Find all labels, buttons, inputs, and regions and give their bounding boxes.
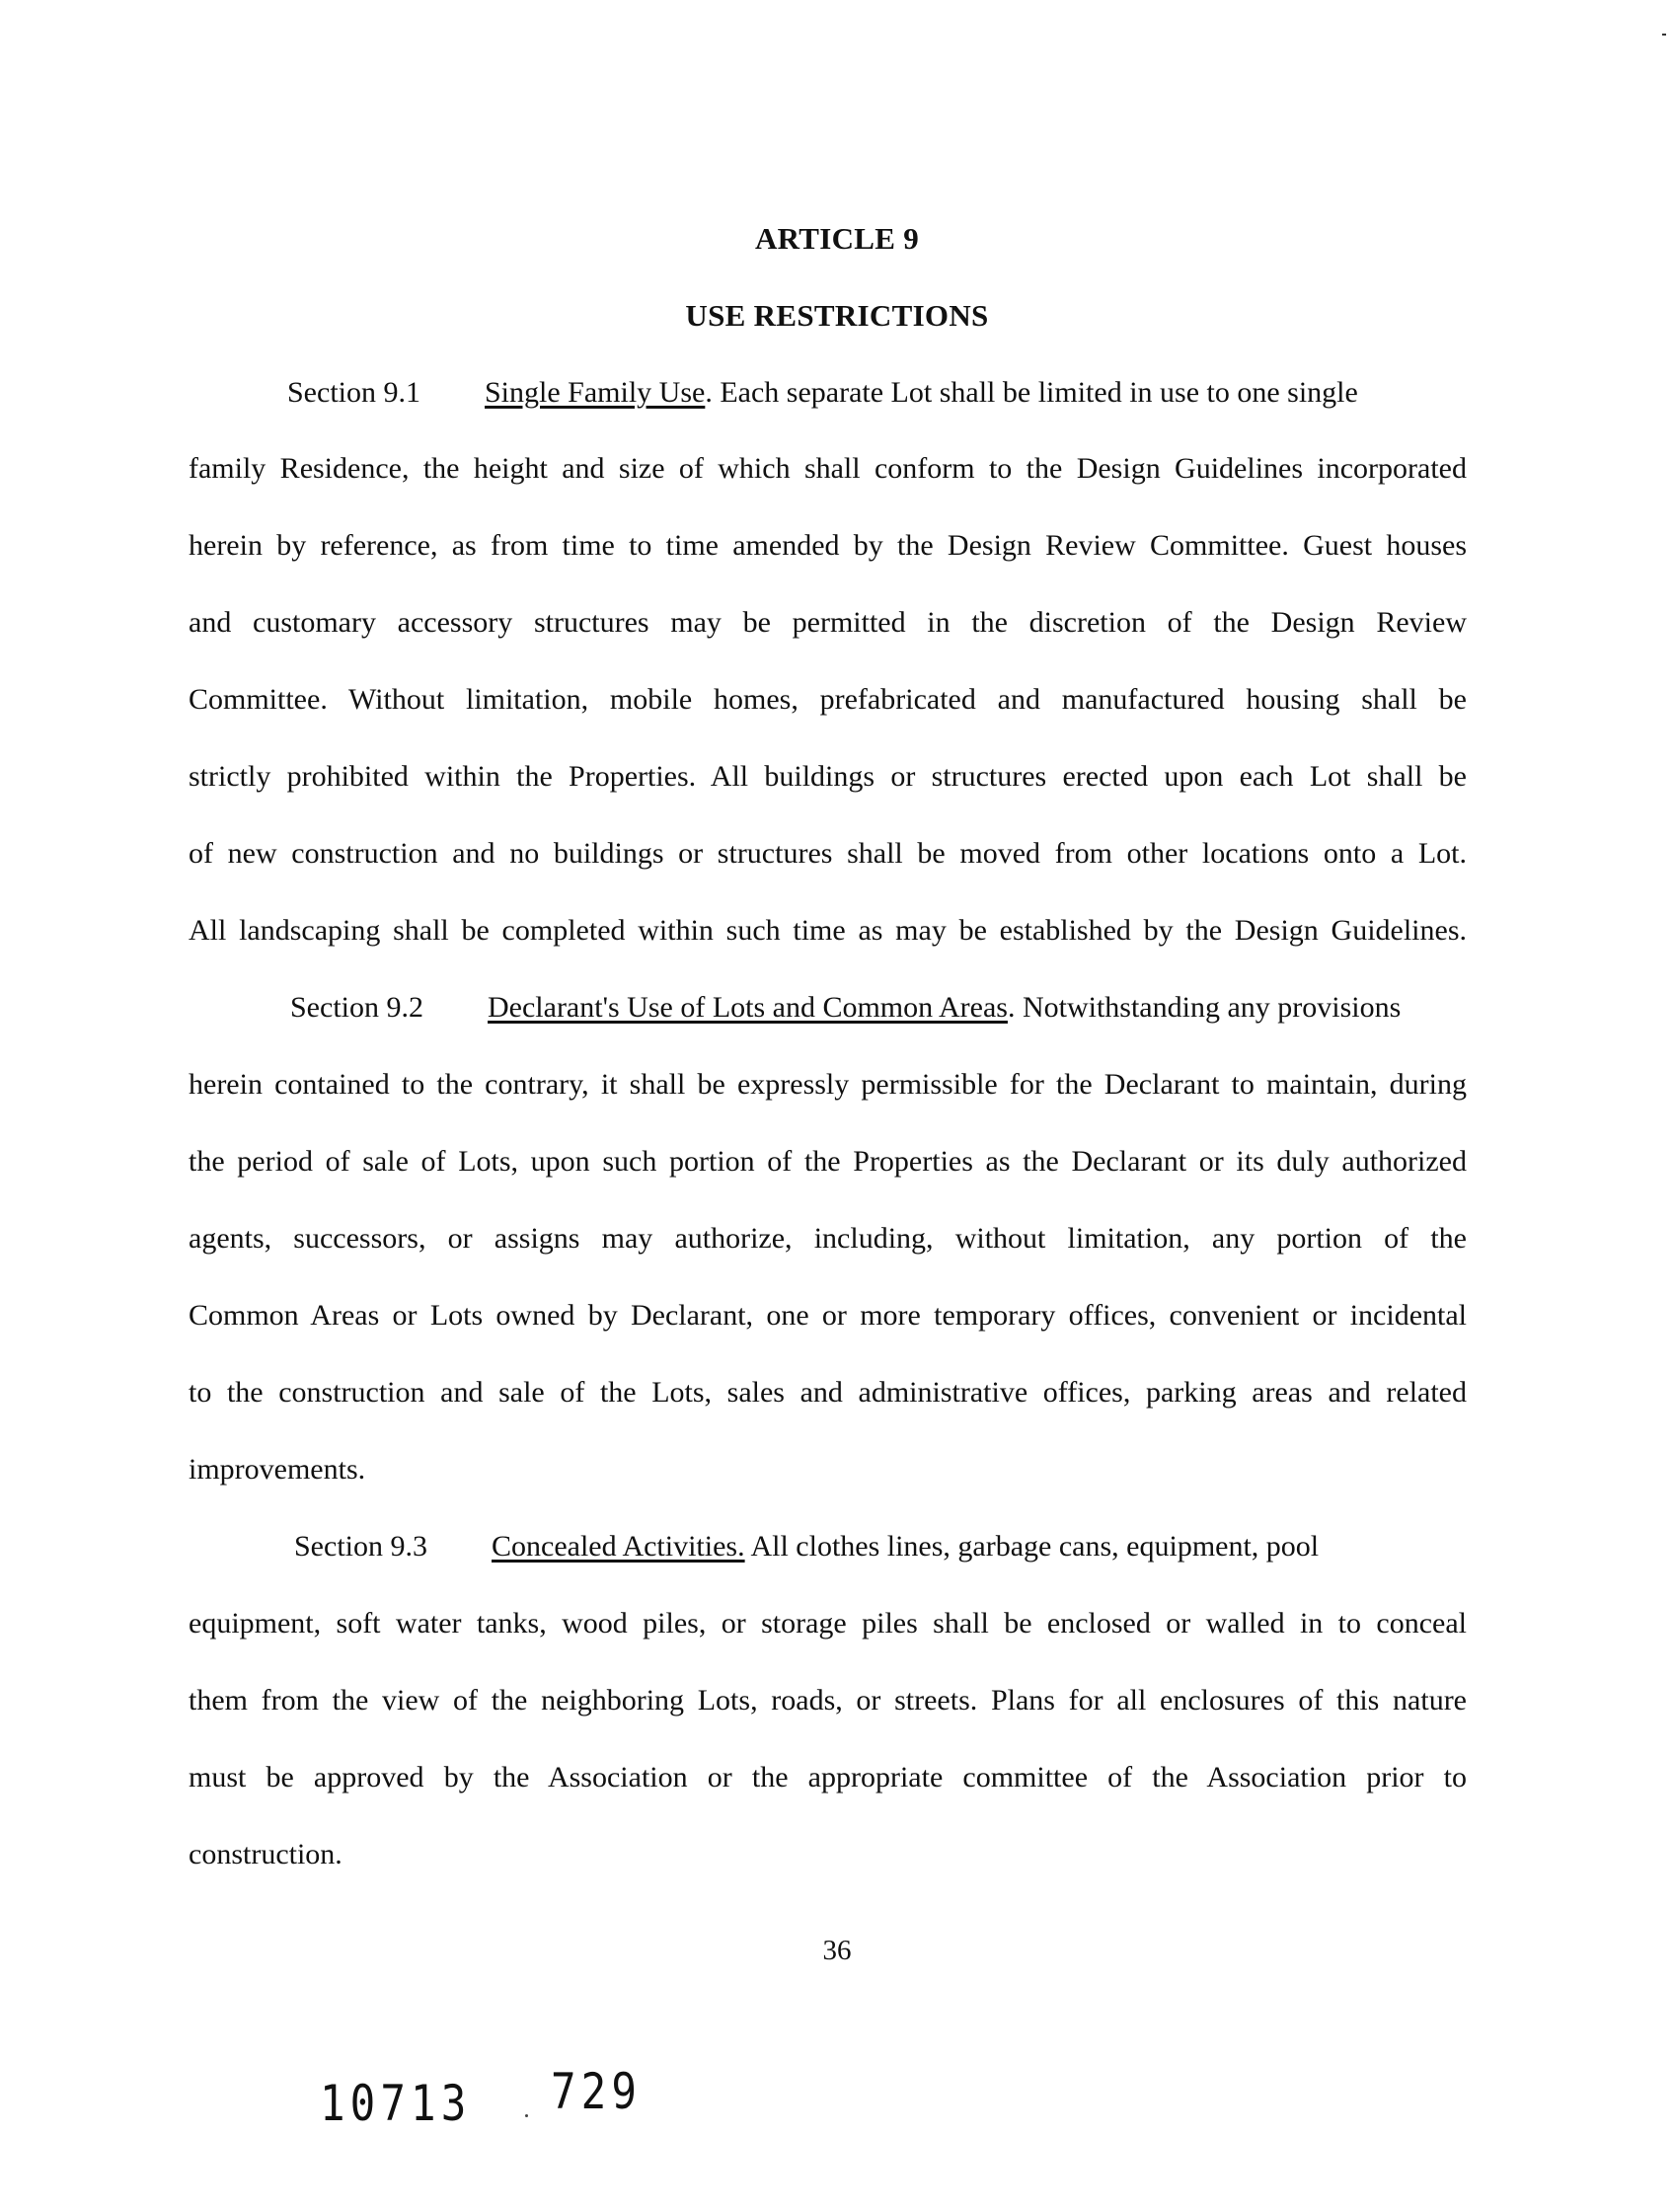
section-heading: Single Family Use bbox=[485, 376, 706, 409]
body-line: construction. bbox=[189, 1838, 342, 1870]
body-line: the period of sale of Lots, upon such portion of the Properties as the Declarant or its duly authorized bbox=[189, 1145, 1467, 1178]
recording-page-number: 729 bbox=[551, 2063, 643, 2120]
body-line: strictly prohibited within the Properties. All buildings or structures erected upon each Lot shall be bbox=[189, 760, 1467, 793]
body-line: improvements. bbox=[189, 1453, 366, 1486]
body-line: agents, successors, or assigns may authorize, including, without limitation, any portion of the bbox=[189, 1222, 1467, 1255]
section-9-3-first-line bbox=[294, 1529, 1319, 1564]
article-title: ARTICLE 9 bbox=[754, 221, 920, 256]
section-number: Section 9.3 bbox=[294, 1530, 427, 1563]
body-line: them from the view of the neighboring Lots, roads, or streets. Plans for all enclosures of this nature bbox=[189, 1684, 1467, 1716]
body-line: herein by reference, as from time to time amended by the Design Review Committee. Guest houses bbox=[189, 529, 1467, 562]
section-heading: Concealed Activities. bbox=[492, 1530, 745, 1563]
article-subtitle: USE RESTRICTIONS bbox=[685, 298, 989, 333]
body-line: All landscaping shall be completed within such time as may be established by the Design Guidelines. bbox=[189, 914, 1467, 947]
scan-mark bbox=[1662, 34, 1666, 36]
section-text: . Each separate Lot shall be limited in use to one single bbox=[705, 376, 1358, 409]
section-9-1-first-line bbox=[287, 375, 1358, 411]
section-text: . Notwithstanding any provisions bbox=[1007, 991, 1402, 1024]
section-number: Section 9.2 bbox=[290, 991, 423, 1024]
body-line: and customary accessory structures may be permitted in the discretion of the Design Review bbox=[189, 606, 1467, 639]
body-line: equipment, soft water tanks, wood piles, or storage piles shall be enclosed or walled in to conceal bbox=[189, 1607, 1467, 1640]
section-9-2-first-line bbox=[290, 990, 1401, 1026]
recording-book-number: 10713 bbox=[320, 2075, 472, 2132]
stamp-comma-mark bbox=[525, 2114, 528, 2117]
body-line: must be approved by the Association or the appropriate committee of the Association prior to bbox=[189, 1761, 1467, 1793]
body-line: herein contained to the contrary, it shall be expressly permissible for the Declarant to maintain, during bbox=[189, 1068, 1467, 1101]
body-line: of new construction and no buildings or structures shall be moved from other locations onto a Lot. bbox=[189, 837, 1467, 870]
body-line: Common Areas or Lots owned by Declarant, one or more temporary offices, convenient or incidental bbox=[189, 1299, 1467, 1332]
section-heading: Declarant's Use of Lots and Common Areas bbox=[488, 991, 1008, 1024]
body-line: family Residence, the height and size of which shall conform to the Design Guidelines incorporated bbox=[189, 452, 1467, 485]
page-number: 36 bbox=[822, 1935, 852, 1966]
section-number: Section 9.1 bbox=[287, 376, 420, 409]
body-line: to the construction and sale of the Lots, sales and administrative offices, parking areas and related bbox=[189, 1376, 1467, 1409]
section-text: All clothes lines, garbage cans, equipment, pool bbox=[744, 1530, 1320, 1563]
body-line: Committee. Without limitation, mobile homes, prefabricated and manufactured housing shall be bbox=[189, 683, 1467, 716]
